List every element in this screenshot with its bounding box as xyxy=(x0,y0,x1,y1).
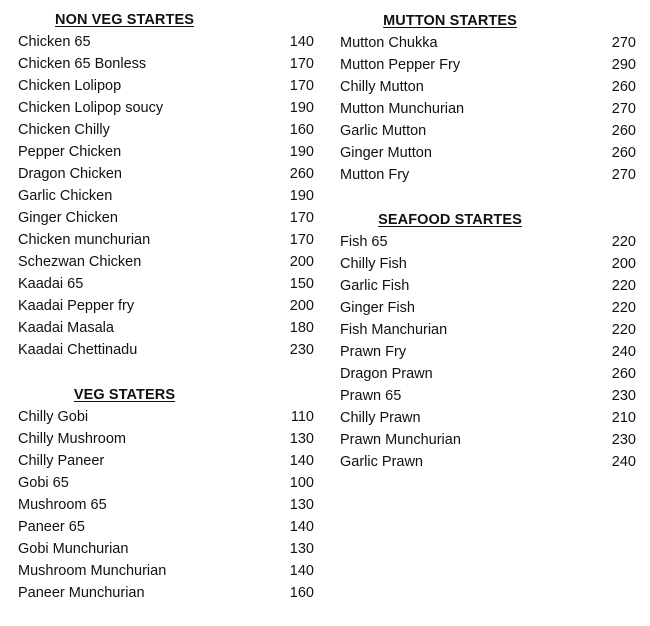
menu-item xyxy=(340,98,636,120)
menu-item-name: Chilly Mutton xyxy=(340,79,424,95)
menu-item-name: Ginger Mutton xyxy=(340,145,432,161)
menu-item-price: 220 xyxy=(611,300,636,316)
menu-item xyxy=(340,429,636,451)
menu-item-name: Prawn Munchurian xyxy=(340,432,461,448)
menu-item xyxy=(340,120,636,142)
menu-item xyxy=(340,76,636,98)
menu-item xyxy=(340,297,636,319)
menu-item-name: Chilly Fish xyxy=(340,256,407,272)
menu-item-price: 110 xyxy=(290,409,314,425)
menu-item-name: Dragon Chicken xyxy=(18,166,122,182)
menu-item-price: 230 xyxy=(289,342,314,358)
menu-item-name: Chilly Paneer xyxy=(18,453,105,469)
menu-item-name: Prawn 65 xyxy=(340,388,402,404)
menu-item-name: Chilly Gobi xyxy=(18,409,89,425)
menu-item-name: Garlic Fish xyxy=(340,278,410,294)
menu-item-price: 200 xyxy=(289,298,314,314)
menu-item xyxy=(18,163,314,185)
section-mutton-starters xyxy=(340,10,636,186)
menu-item-price: 200 xyxy=(611,256,636,272)
menu-item-price: 220 xyxy=(611,234,636,250)
item-list xyxy=(340,32,636,186)
menu-item xyxy=(340,451,636,473)
menu-item xyxy=(18,53,314,75)
menu-item-price: 170 xyxy=(289,210,314,226)
menu-item-price: 260 xyxy=(611,145,636,161)
menu-item-name: Mutton Chukka xyxy=(340,35,438,51)
menu-item xyxy=(340,407,636,429)
menu-item-name: Mushroom Munchurian xyxy=(18,563,167,579)
menu-item-name: Mutton Pepper Fry xyxy=(340,57,461,73)
menu-item xyxy=(340,142,636,164)
menu-item xyxy=(18,450,314,472)
menu-item-price: 240 xyxy=(611,454,636,470)
menu-item-price: 140 xyxy=(289,563,314,579)
item-list xyxy=(340,231,636,473)
menu-item-name: Chicken 65 Bonless xyxy=(18,56,147,72)
menu-item xyxy=(340,32,636,54)
menu-item xyxy=(18,75,314,97)
menu-item-price: 260 xyxy=(611,123,636,139)
menu-item-name: Chilly Prawn xyxy=(340,410,421,426)
menu-item xyxy=(18,494,314,516)
menu-item-price: 200 xyxy=(289,254,314,270)
menu-item-name: Chicken Chilly xyxy=(18,122,110,138)
menu-item xyxy=(18,251,314,273)
menu-item-price: 170 xyxy=(289,232,314,248)
item-list xyxy=(18,31,314,361)
menu-item-price: 130 xyxy=(289,431,314,447)
menu-item-price: 130 xyxy=(289,497,314,513)
menu-item-price: 190 xyxy=(289,144,314,160)
menu-item-name: Garlic Prawn xyxy=(340,454,423,470)
menu-item-price: 210 xyxy=(611,410,636,426)
menu-item xyxy=(340,363,636,385)
menu-item xyxy=(18,207,314,229)
menu-item-price: 260 xyxy=(289,166,314,182)
menu-item-name: Pepper Chicken xyxy=(18,144,122,160)
menu-item xyxy=(18,119,314,141)
menu-item-price: 140 xyxy=(289,519,314,535)
menu-item xyxy=(18,339,314,361)
section-seafood-starters xyxy=(340,209,636,473)
section-veg-starters xyxy=(18,384,314,604)
menu-item xyxy=(18,141,314,163)
menu-item-price: 240 xyxy=(611,344,636,360)
menu-item-name: Chicken Lolipop xyxy=(18,78,122,94)
menu-item xyxy=(18,273,314,295)
menu-item-name: Chilly Mushroom xyxy=(18,431,126,447)
menu-item-price: 260 xyxy=(611,366,636,382)
menu-item-price: 270 xyxy=(611,101,636,117)
menu-item-name: Paneer 65 xyxy=(18,519,85,535)
menu-item xyxy=(18,97,314,119)
menu-item xyxy=(18,538,314,560)
menu-item xyxy=(340,341,636,363)
menu-item-price: 150 xyxy=(289,276,314,292)
menu-item-price: 220 xyxy=(611,322,636,338)
menu-item-name: Mutton Munchurian xyxy=(340,101,465,117)
menu-item-name: Chicken Lolipop soucy xyxy=(18,100,164,116)
menu-item xyxy=(18,317,314,339)
menu-item-name: Garlic Chicken xyxy=(18,188,113,204)
menu-item xyxy=(340,164,636,186)
menu-item-price: 270 xyxy=(611,35,636,51)
menu-item-price: 260 xyxy=(611,79,636,95)
menu-item xyxy=(18,229,314,251)
menu-item-price: 180 xyxy=(289,320,314,336)
item-list xyxy=(18,406,314,604)
menu-item xyxy=(340,54,636,76)
menu-item xyxy=(340,253,636,275)
menu-item-name: Kaadai 65 xyxy=(18,276,84,292)
menu-item-name: Mushroom 65 xyxy=(18,497,107,513)
menu-item xyxy=(340,275,636,297)
menu-item-name: Kaadai Pepper fry xyxy=(18,298,135,314)
menu-item xyxy=(18,295,314,317)
menu-item-price: 100 xyxy=(289,475,314,491)
menu-item-name: Gobi Munchurian xyxy=(18,541,129,557)
menu-item xyxy=(18,428,314,450)
menu-item-name: Gobi 65 xyxy=(18,475,69,491)
menu-item-price: 170 xyxy=(289,78,314,94)
menu-item xyxy=(18,185,314,207)
menu-item-price: 170 xyxy=(289,56,314,72)
menu-item xyxy=(340,385,636,407)
menu-item-name: Kaadai Chettinadu xyxy=(18,342,138,358)
menu-item-name: Dragon Prawn xyxy=(340,366,433,382)
menu-item-name: Fish 65 xyxy=(340,234,388,250)
menu-item xyxy=(18,582,314,604)
menu-item-name: Chicken munchurian xyxy=(18,232,151,248)
menu-item-price: 220 xyxy=(611,278,636,294)
menu-item-name: Fish Manchurian xyxy=(340,322,448,338)
section-title-seafood-starters: SEAFOOD STARTES xyxy=(378,212,522,228)
menu-item-price: 160 xyxy=(289,122,314,138)
menu-item-name: Chicken 65 xyxy=(18,34,91,50)
menu-item-name: Kaadai Masala xyxy=(18,320,114,336)
menu-item xyxy=(18,560,314,582)
menu-item-name: Mutton Fry xyxy=(340,167,410,183)
menu-item-price: 270 xyxy=(611,167,636,183)
menu-item-price: 160 xyxy=(289,585,314,601)
menu-item-name: Ginger Fish xyxy=(340,300,415,316)
menu-item-name: Prawn Fry xyxy=(340,344,407,360)
menu-item-price: 140 xyxy=(289,34,314,50)
menu-item xyxy=(18,472,314,494)
menu-item-name: Ginger Chicken xyxy=(18,210,118,226)
menu-item-price: 230 xyxy=(611,432,636,448)
menu-item xyxy=(340,231,636,253)
menu-item xyxy=(340,319,636,341)
menu-item-price: 130 xyxy=(289,541,314,557)
menu-item-price: 140 xyxy=(289,453,314,469)
menu-item xyxy=(18,516,314,538)
menu-item-name: Schezwan Chicken xyxy=(18,254,142,270)
menu-item xyxy=(18,31,314,53)
menu-item xyxy=(18,406,314,428)
menu-item-price: 290 xyxy=(611,57,636,73)
section-title-non-veg-starters: NON VEG STARTES xyxy=(55,12,194,28)
section-title-veg-starters: VEG STATERS xyxy=(73,387,176,403)
menu-item-price: 190 xyxy=(289,188,314,204)
menu-item-name: Paneer Munchurian xyxy=(18,585,145,601)
menu-item-price: 190 xyxy=(289,100,314,116)
menu-item-price: 230 xyxy=(611,388,636,404)
section-non-veg-starters xyxy=(18,9,314,361)
menu-item-name: Garlic Mutton xyxy=(340,123,427,139)
section-title-mutton-starters: MUTTON STARTES xyxy=(383,13,517,29)
